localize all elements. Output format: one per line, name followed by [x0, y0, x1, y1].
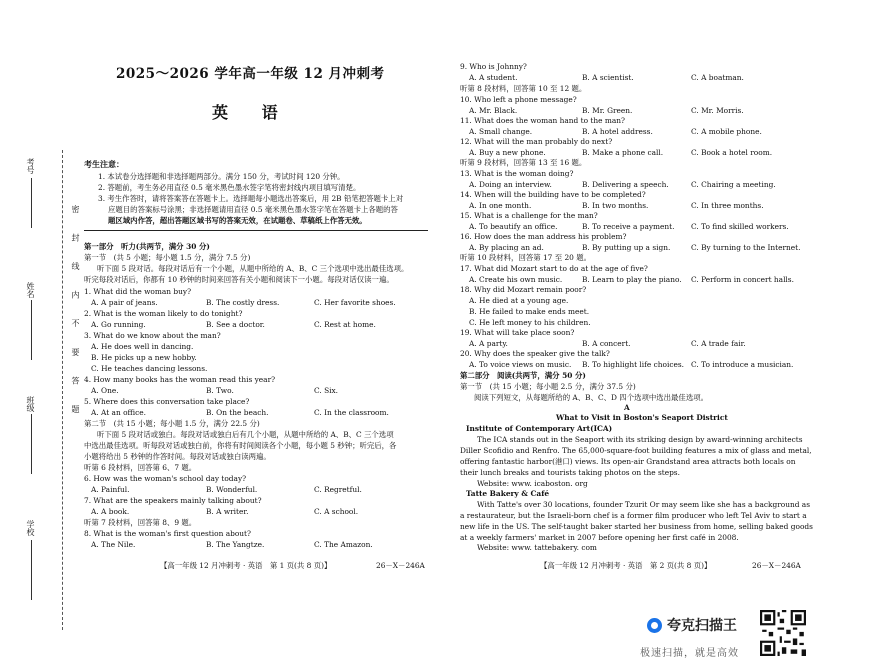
question-3: 3. What do we know about the man? — [84, 331, 221, 340]
option-c: C. To find skilled workers. — [691, 222, 789, 231]
question-10: 10. Who left a phone message? — [460, 95, 577, 104]
option-c: C. Rest at home. — [314, 320, 376, 329]
option-b: B. To highlight life choices. — [582, 360, 684, 369]
tatte-website: Website: www. tattebakery. com — [477, 543, 597, 552]
notice-item: 题区域内作答，超出答题区域书写的答案无效，在试题卷、草稿纸上作答无效。 — [108, 216, 367, 225]
option-c: C. Mr. Morris. — [691, 106, 744, 115]
school-line — [31, 540, 32, 600]
ica-title: Institute of Contemporary Art(ICA) — [466, 424, 613, 433]
part2-heading: 第二部分 阅读(共两节，满分 50 分) — [460, 371, 586, 380]
option-c: C. In three months. — [691, 201, 764, 210]
part2-sec1-heading: 第一节 (共 15 小题；每小题 2.5 分，满分 37.5 分) — [460, 382, 636, 391]
tatte-paragraph-line: a restaurateur, but the Israeli-born chef is a former film producer who left Tel Aviv to start a — [460, 511, 807, 520]
option-a: A. At an office. — [91, 408, 147, 417]
option-a: A. He does well in dancing. — [91, 342, 194, 351]
notice-item: 应题目的答案标号涂黑；非选择题请用直径 0.5 毫米黑色墨水签字笔在答题卡上各题的答 — [108, 205, 398, 214]
seal-line — [62, 150, 63, 630]
part2-instruction: 阅读下列短文，从每题所给的 A、B、C、D 四个选项中选出最佳选项。 — [474, 393, 708, 402]
option-a: A. Buy a new phone. — [469, 148, 546, 157]
question-6: 6. How was the woman's school day today? — [84, 474, 247, 483]
question-8: 8. What is the woman's first question about? — [84, 529, 251, 538]
part1-sec1-instruction: 听完每段对话后，你都有 10 秒钟的时间来回答有关小题和阅读下一小题。每段对话仅读一遍。 — [84, 275, 394, 284]
qr-code-icon — [760, 610, 806, 656]
option-c: C. A boatman. — [691, 73, 744, 82]
option-c: C. By turning to the Internet. — [691, 243, 801, 252]
ica-paragraph-line: Diller Scofidio and Renfro. The 65,000-square-foot building features a mix of glass and metal, — [460, 446, 812, 455]
ica-paragraph-line: their lunch breaks and tourists taking photos on the steps. — [460, 468, 680, 477]
option-a: A. A pair of jeans. — [91, 298, 158, 307]
class-line — [31, 414, 32, 474]
option-b: B. Mr. Green. — [582, 106, 633, 115]
option-b: B. A concert. — [582, 339, 631, 348]
option-b: B. The costly dress. — [206, 298, 280, 307]
option-b: B. Two. — [206, 386, 234, 395]
option-b: B. Delivering a speech. — [582, 180, 669, 189]
option-c: C. He left money to his children. — [469, 318, 591, 327]
option-c: C. A school. — [314, 507, 359, 516]
class-label: 班级 — [26, 396, 35, 412]
question-9: 9. Who is Johnny? — [460, 62, 527, 71]
question-13: 13. What is the woman doing? — [460, 169, 574, 178]
question-17: 17. What did Mozart start to do at the age of five? — [460, 264, 648, 273]
option-a: A. Go running. — [91, 320, 146, 329]
option-b: B. A hotel address. — [582, 127, 653, 136]
option-c: C. Chairing a meeting. — [691, 180, 776, 189]
part1-sec2-instruction: 中选出最佳选项。听每段对话或独白前，你将有时间阅读各个小题，每小题 5 秒钟；听完后，各 — [84, 441, 397, 450]
notice-item: 3. 考生作答时，请将答案答在答题卡上。选择题每小题选出答案后，用 2B 铅笔把答题卡上对 — [98, 194, 404, 203]
option-b: B. He picks up a new hobby. — [91, 353, 197, 362]
option-c: C. Six. — [314, 386, 339, 395]
notice-item: 1. 本试卷分选择题和非选择题两部分。满分 150 分，考试时间 120 分钟。 — [98, 172, 345, 181]
footer-left: 【高一年级 12 月冲刺考 · 英语 第 1 页(共 8 页)】 — [160, 561, 332, 570]
option-b: B. The Yangtze. — [206, 540, 265, 549]
option-c: C. Book a hotel room. — [691, 148, 773, 157]
option-c: C. A trade fair. — [691, 339, 746, 348]
question-14: 14. When will the building have to be completed? — [460, 190, 646, 199]
question-7: 7. What are the speakers mainly talking about? — [84, 496, 262, 505]
scanner-slogan: 极速扫描，就是高效 — [640, 648, 739, 659]
tatte-paragraph-line: With Tatte's over 30 locations, founder Tzurit Or may seem like she has a background as — [477, 500, 810, 509]
option-b: B. To receive a payment. — [582, 222, 675, 231]
option-c: C. He teaches dancing lessons. — [91, 364, 208, 373]
exam-number-line — [31, 178, 32, 228]
option-a: A. Small change. — [469, 127, 533, 136]
option-b: B. A writer. — [206, 507, 249, 516]
listening-note: 听第 8 段材料，回答第 10 至 12 题。 — [460, 84, 587, 93]
option-c: C. To introduce a musician. — [691, 360, 794, 369]
question-18: 18. Why did Mozart remain poor? — [460, 285, 587, 294]
option-a: A. Create his own music. — [469, 275, 563, 284]
question-19: 19. What will take place soon? — [460, 328, 575, 337]
ica-paragraph-line: offering fantastic harbor(港口) views. Its open-air Grandstand area attracts both locals on — [460, 457, 796, 466]
option-a: A. By placing an ad. — [469, 243, 544, 252]
ica-paragraph-line: The ICA stands out in the Seaport with its striking design by award-winning architects — [477, 435, 803, 444]
scanner-logo-icon — [647, 618, 662, 633]
option-a: A. Mr. Black. — [469, 106, 518, 115]
tatte-paragraph-line: at a weekly farmers' market in 2007 before opening her first café in 2008. — [460, 533, 739, 542]
option-b: B. On the beach. — [206, 408, 269, 417]
option-c: C. In the classroom. — [314, 408, 389, 417]
passage-title: What to Visit in Boston's Seaport District — [556, 413, 728, 422]
option-b: B. He failed to make ends meet. — [469, 307, 590, 316]
option-a: A. One. — [91, 386, 119, 395]
part1-sec1-heading: 第一节 (共 5 小题；每小题 1.5 分，满分 7.5 分) — [84, 253, 251, 262]
name-label: 姓名 — [26, 282, 35, 298]
tatte-title: Tatte Bakery & Café — [466, 489, 550, 498]
part1-sec2-instruction: 听下面 5 段对话或独白。每段对话或独白后有几个小题，从题中所给的 A、B、C 三个选项 — [97, 430, 394, 439]
name-line — [31, 300, 32, 360]
option-b: B. A scientist. — [582, 73, 634, 82]
passage-letter: A — [624, 403, 630, 412]
option-a: A. In one month. — [469, 201, 532, 210]
option-b: B. In two months. — [582, 201, 649, 210]
exam-number-label: 考号 — [26, 158, 35, 174]
question-2: 2. What is the woman likely to do tonight? — [84, 309, 243, 318]
part1-heading: 第一部分 听力(共两节，满分 30 分) — [84, 242, 210, 251]
listening-note: 听第 7 段材料，回答第 8、9 题。 — [84, 518, 197, 527]
option-a: A. Painful. — [91, 485, 130, 494]
option-a: A. A book. — [91, 507, 130, 516]
ica-website: Website: www. icaboston. org — [477, 479, 588, 488]
question-15: 15. What is a challenge for the man? — [460, 211, 598, 220]
question-16: 16. How does the man address his problem? — [460, 232, 627, 241]
tatte-paragraph-line: new life in the US. The self-taught baker started her business from home, selling baked goods — [460, 522, 813, 531]
option-a: A. To voice views on music. — [469, 360, 572, 369]
notice-item: 2. 答题前，考生务必用直径 0.5 毫米黑色墨水签字笔将密封线内项目填写清楚。 — [98, 183, 361, 192]
question-12: 12. What will the man probably do next? — [460, 137, 613, 146]
listening-note: 听第 6 段材料，回答第 6、7 题。 — [84, 463, 197, 472]
footer-right-code: 26－X－246A — [752, 561, 801, 570]
school-label: 学校 — [26, 520, 35, 536]
option-c: C. Her favorite shoes. — [314, 298, 396, 307]
notice-heading: 考生注意： — [84, 159, 124, 169]
listening-note: 听第 9 段材料，回答第 13 至 16 题。 — [460, 158, 587, 167]
option-a: A. A party. — [469, 339, 508, 348]
option-c: C. The Amazon. — [314, 540, 373, 549]
scanner-brand-name: 夸克扫描王 — [667, 618, 737, 634]
option-a: A. Doing an interview. — [469, 180, 552, 189]
option-b: B. Wonderful. — [206, 485, 258, 494]
option-a: A. The Nile. — [91, 540, 136, 549]
option-b: B. By putting up a sign. — [582, 243, 671, 252]
option-c: C. Regretful. — [314, 485, 362, 494]
footer-left-code: 26－X－246A — [376, 561, 425, 570]
question-4: 4. How many books has the woman read this year? — [84, 375, 276, 384]
option-c: C. Perform in concert halls. — [691, 275, 794, 284]
question-1: 1. What did the woman buy? — [84, 287, 192, 296]
option-a: A. He died at a young age. — [469, 296, 569, 305]
subject-title: 英 语 — [212, 103, 292, 122]
option-c: C. A mobile phone. — [691, 127, 762, 136]
seal-line-notice: 密 封 线 内 不 要 答 题 — [71, 205, 80, 422]
exam-title: 2025～2026 学年高一年级 12 月冲刺考 — [116, 66, 385, 82]
footer-right: 【高一年级 12 月冲刺考 · 英语 第 2 页(共 8 页)】 — [540, 561, 712, 570]
option-a: A. A student. — [469, 73, 518, 82]
option-b: B. Learn to play the piano. — [582, 275, 682, 284]
option-a: A. To beautify an office. — [469, 222, 558, 231]
question-11: 11. What does the woman hand to the man? — [460, 116, 625, 125]
part1-sec2-heading: 第二节 (共 15 小题；每小题 1.5 分，满分 22.5 分) — [84, 419, 260, 428]
part1-sec1-instruction: 听下面 5 段对话。每段对话后有一个小题，从题中所给的 A、B、C 三个选项中选出最佳选项。 — [97, 264, 409, 273]
listening-note: 听第 10 段材料，回答第 17 至 20 题。 — [460, 253, 591, 262]
option-b: B. Make a phone call. — [582, 148, 664, 157]
question-5: 5. Where does this conversation take place? — [84, 397, 250, 406]
notice-divider — [84, 230, 428, 231]
option-b: B. See a doctor. — [206, 320, 265, 329]
part1-sec2-instruction: 小题将给出 5 秒钟的作答时间。每段对话或独白读两遍。 — [84, 452, 271, 461]
question-20: 20. Why does the speaker give the talk? — [460, 349, 610, 358]
